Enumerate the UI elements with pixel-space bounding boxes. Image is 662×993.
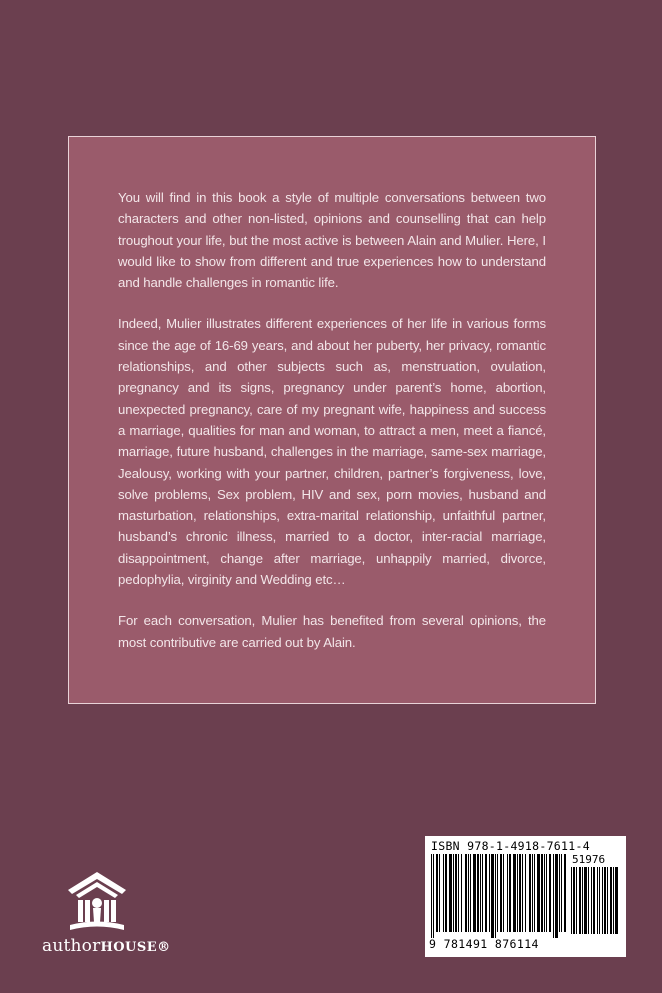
barcode-bar <box>445 854 447 932</box>
barcode-bar <box>465 854 467 932</box>
isbn-barcode <box>425 836 626 957</box>
publisher-name-suffix: HOUSE® <box>100 940 171 955</box>
barcode-bar <box>495 854 496 938</box>
barcode-bar <box>610 867 612 934</box>
barcode-bar <box>443 854 444 932</box>
barcode-bar <box>604 867 606 934</box>
addon-barcode-bars <box>571 867 619 940</box>
barcode-bar <box>517 854 518 932</box>
barcode-bar <box>588 867 589 934</box>
barcode-bar <box>597 867 598 934</box>
barcode-bar <box>519 854 521 932</box>
barcode-bar <box>571 867 572 934</box>
barcode-bar <box>593 867 595 934</box>
barcode-bar <box>541 854 543 932</box>
publisher-name <box>42 936 202 956</box>
barcode-bar <box>561 854 562 932</box>
barcode-bar <box>455 854 457 932</box>
barcode-bar <box>431 854 432 938</box>
barcode-bar <box>544 854 545 932</box>
barcode-bar <box>615 867 618 934</box>
barcode-bar <box>468 854 469 932</box>
barcode-bar <box>470 854 471 932</box>
barcode-bar <box>507 854 508 932</box>
barcode-bar <box>537 854 540 932</box>
barcode-bar <box>513 854 516 932</box>
blurb-paragraph-1: You will find in this book a style of multiple conversations between two characters and other non-listed, opinions and counselling that can help troughout your life, but the most active is between Alain and Mulier. Here, I would like to show from different and true experiences how to understand and handle challenges in romantic life. <box>118 190 546 291</box>
barcode-bar <box>503 854 504 932</box>
barcode-bar <box>549 854 551 932</box>
publisher-name-prefix: author <box>42 936 101 956</box>
blurb-paragraph-2: Indeed, Mulier illustrates different experiences of her life in various forms since the age of 16-69 years, and about her puberty, her privacy, romantic relationships, and other subjects such as, menstruation, ovulation, pregnancy and its signs, pregnancy under parent’s home, abortion, unexpected pregnancy, care of my pregnant wife, happiness and success a marriage, qualities for man and woman, to attract a men, meet a fiancé, marriage, future husband, challenges in the marriage, same-sex marriage, Jealousy, working with your partner, children, partner’s forgiveness, love, solve problems, Sex problem, HIV and sex, porn movies, husband and masturbation, relationships, extra-marital relationship, unfaithful partner, husband’s chronic illness, married to a doctor, inter-racial marriage, disappointment, change after marriage, unhappily married, divorce, pedophylia, virginity and Wedding etc… <box>118 316 546 588</box>
barcode-bar <box>500 854 502 932</box>
barcode-bar <box>576 867 577 934</box>
barcode-bar <box>582 867 583 934</box>
price-code: 51976 <box>572 853 606 866</box>
barcode-bar <box>509 854 511 932</box>
barcode-bar <box>458 854 459 932</box>
publisher-logo <box>42 870 192 970</box>
isbn-label: ISBN 978-1-4918-7611-4 <box>431 839 590 853</box>
barcode-bar <box>477 854 479 932</box>
blurb-panel <box>68 136 596 704</box>
barcode-bar <box>485 854 487 932</box>
barcode-bar <box>607 867 608 934</box>
ean-digits: 9 781491 876114 <box>429 937 539 951</box>
barcode-bar <box>480 854 481 932</box>
barcode-bar <box>439 854 440 932</box>
barcode-bar <box>591 867 592 934</box>
barcode-bar <box>497 854 498 932</box>
barcode-bar <box>532 854 533 932</box>
ean-barcode-bars <box>431 854 566 938</box>
barcode-bar <box>525 854 526 932</box>
barcode-bar <box>559 854 560 932</box>
barcode-bar <box>564 854 566 932</box>
barcode-bar <box>534 854 535 932</box>
barcode-bar <box>573 867 575 934</box>
barcode-bar <box>491 854 494 938</box>
barcode-bar <box>453 854 454 932</box>
barcode-bar <box>546 854 547 932</box>
barcode-bar <box>553 854 554 938</box>
barcode-bar <box>599 867 600 934</box>
barcode-bar <box>461 854 462 932</box>
barcode-bar <box>433 854 434 938</box>
barcode-bar <box>602 867 603 934</box>
blurb-paragraph-3: For each conversation, Mulier has benefited from several opinions, the most contributive are carried out by Alain. <box>118 613 546 650</box>
barcode-bar <box>555 854 558 938</box>
barcode-bar <box>522 854 523 932</box>
barcode-bar <box>436 854 438 932</box>
barcode-bar <box>482 854 483 932</box>
barcode-bar <box>529 854 531 932</box>
book-house-icon <box>64 870 130 932</box>
barcode-bar <box>473 854 476 932</box>
barcode-bar <box>584 867 587 934</box>
barcode-bar <box>613 867 614 934</box>
barcode-bar <box>579 867 581 934</box>
barcode-bar <box>449 854 452 932</box>
barcode-bar <box>489 854 490 932</box>
